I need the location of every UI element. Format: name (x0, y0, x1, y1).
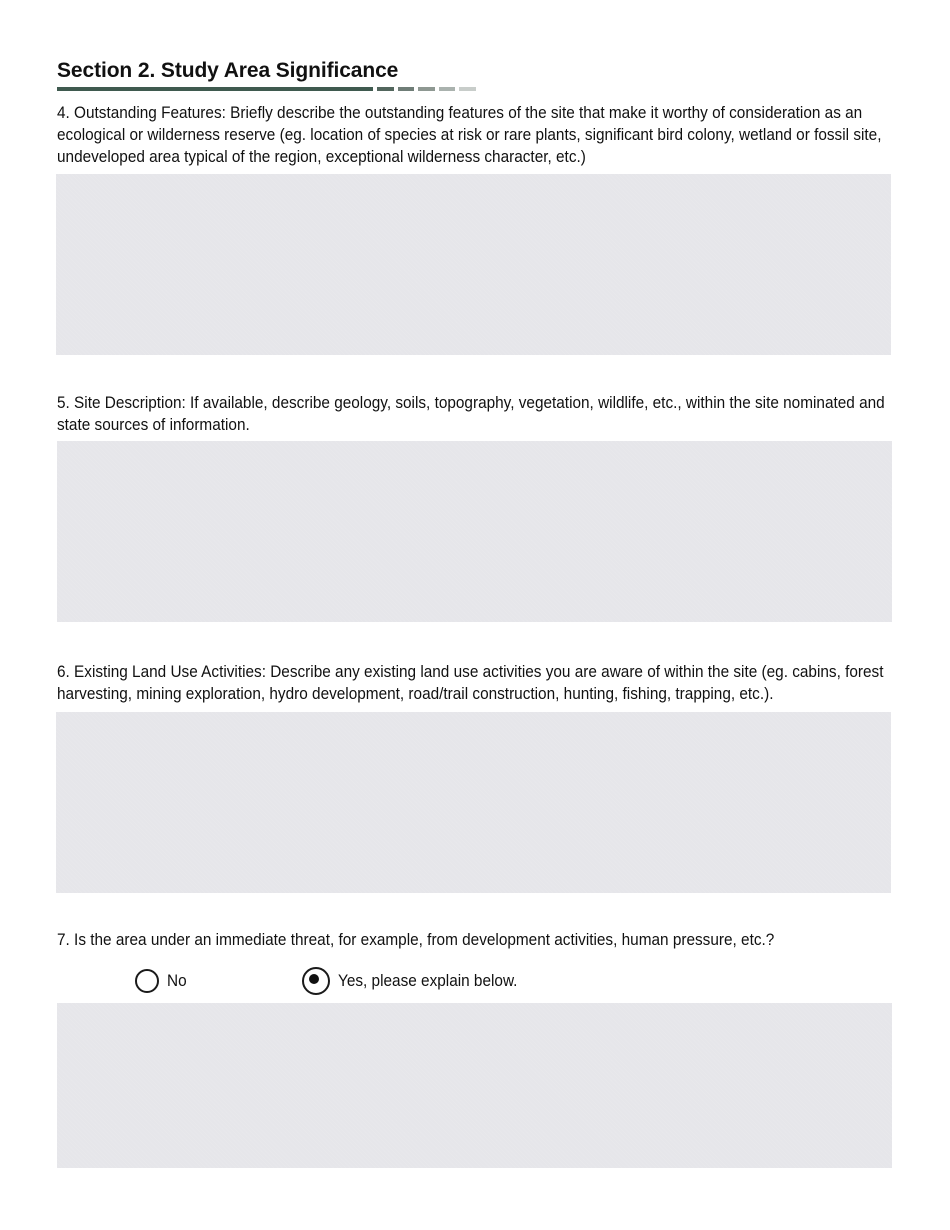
rule-segment (398, 87, 414, 91)
radio-no-label: No (167, 971, 187, 990)
radio-no[interactable] (135, 969, 159, 993)
section-title-rule (57, 87, 477, 91)
outstanding-features-field[interactable] (56, 174, 891, 355)
radio-yes-label: Yes, please explain below. (338, 971, 518, 990)
site-description-field[interactable] (57, 441, 892, 622)
rule-segment (459, 87, 476, 91)
rule-segment-main (57, 87, 373, 91)
question-5-label: 5. Site Description: If available, describe geology, soils, topography, vegetation, wildlife, etc., within the site nominated and state sources of information. (57, 394, 885, 434)
question-4-label: 4. Outstanding Features: Briefly describe the outstanding features of the site that make it worthy of consideration as an ecological or wilderness reserve (eg. location of species at risk or rare plants, significant bird colony, wetland or fossil site, undeveloped area typical of the region, exceptional wilderness character, etc.) (57, 104, 882, 166)
rule-segment (439, 87, 455, 91)
threat-explanation-field[interactable] (57, 1003, 892, 1168)
threat-no-option[interactable] (135, 969, 188, 993)
land-use-activities-field[interactable] (56, 712, 891, 893)
radio-yes[interactable] (302, 967, 330, 995)
question-6-label: 6. Existing Land Use Activities: Describe any existing land use activities you are aware of within the site (eg. cabins, forest harvesting, mining exploration, hydro development, road/trail construction, hunting, fishing, trapping, etc.). (57, 663, 884, 703)
section-title: Section 2. Study Area Significance (57, 59, 399, 82)
rule-segment (377, 87, 394, 91)
question-7-label: 7. Is the area under an immediate threat, for example, from development activities, human pressure, etc.? (57, 931, 775, 949)
rule-segment (418, 87, 435, 91)
threat-yes-option[interactable] (302, 967, 531, 995)
